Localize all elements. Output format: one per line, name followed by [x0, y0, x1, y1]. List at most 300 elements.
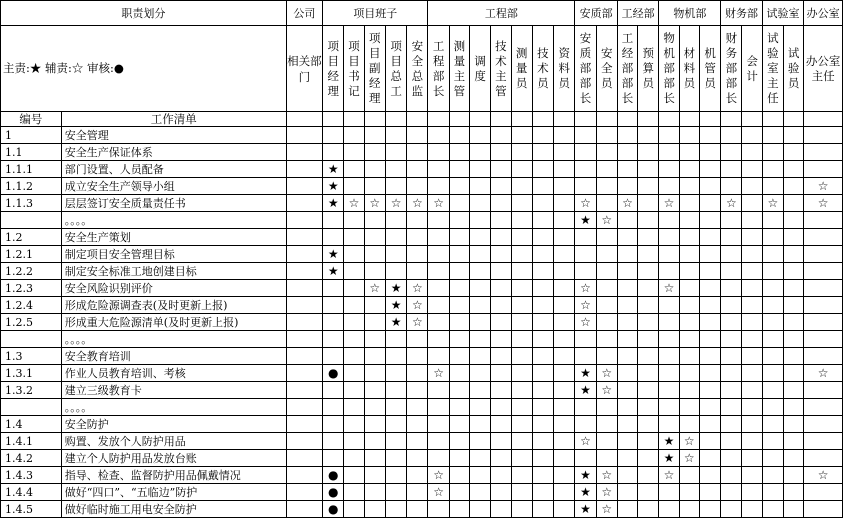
responsibility-mark	[385, 382, 406, 399]
company-cell	[286, 365, 322, 382]
responsibility-mark	[491, 331, 511, 348]
responsibility-mark	[617, 484, 637, 501]
responsibility-mark	[344, 178, 364, 195]
responsibility-mark	[784, 246, 804, 263]
role-heading: 调度	[469, 26, 490, 112]
role-column-spacer	[659, 112, 679, 127]
responsibility-mark: ☆	[596, 212, 617, 229]
responsibility-mark	[679, 161, 699, 178]
responsibility-mark	[596, 280, 617, 297]
dept-group-heading: 工程部	[428, 1, 575, 26]
responsibility-mark	[532, 314, 553, 331]
responsibility-mark	[638, 246, 659, 263]
responsibility-mark	[596, 297, 617, 314]
responsibility-mark	[596, 229, 617, 246]
responsibility-mark	[532, 246, 553, 263]
responsibility-mark	[364, 212, 385, 229]
company-cell	[286, 263, 322, 280]
responsibility-mark	[575, 331, 596, 348]
responsibility-mark: ☆	[659, 467, 679, 484]
task-rows	[1, 127, 843, 518]
responsibility-mark	[721, 365, 742, 382]
responsibility-mark	[742, 399, 762, 416]
responsibility-mark	[742, 450, 762, 467]
responsibility-mark	[364, 484, 385, 501]
responsibility-mark	[449, 280, 469, 297]
responsibility-mark	[469, 263, 490, 280]
responsibility-mark	[679, 484, 699, 501]
responsibility-mark	[407, 178, 428, 195]
task-name: 指导、检查、监督防护用品佩戴情况	[61, 467, 286, 484]
task-row	[1, 144, 843, 161]
responsibility-mark	[804, 280, 843, 297]
responsibility-mark	[659, 212, 679, 229]
responsibility-mark	[762, 365, 783, 382]
responsibility-mark	[554, 297, 575, 314]
task-row	[1, 484, 843, 501]
responsibility-mark	[742, 280, 762, 297]
role-column-spacer	[617, 112, 637, 127]
responsibility-mark	[596, 195, 617, 212]
role-column-spacer	[407, 112, 428, 127]
responsibility-mark	[699, 212, 720, 229]
task-row	[1, 246, 843, 263]
responsibility-mark	[511, 314, 532, 331]
role-column-spacer	[804, 112, 843, 127]
responsibility-mark	[638, 450, 659, 467]
responsibility-mark	[511, 246, 532, 263]
responsibility-mark	[699, 229, 720, 246]
task-row	[1, 280, 843, 297]
responsibility-mark	[385, 263, 406, 280]
responsibility-mark	[364, 467, 385, 484]
responsibility-mark	[364, 450, 385, 467]
responsibility-mark	[762, 399, 783, 416]
responsibility-mark	[407, 229, 428, 246]
role-column-spacer	[596, 112, 617, 127]
responsibility-mark	[554, 382, 575, 399]
responsibility-mark	[364, 229, 385, 246]
task-row	[1, 297, 843, 314]
responsibility-mark	[532, 450, 553, 467]
responsibility-mark	[428, 229, 449, 246]
responsibility-mark	[511, 331, 532, 348]
task-number: 1.4.4	[1, 484, 62, 501]
responsibility-mark	[554, 467, 575, 484]
responsibility-mark: ★	[575, 212, 596, 229]
responsibility-mark	[742, 433, 762, 450]
role-heading: 会计	[742, 26, 762, 112]
company-cell	[286, 161, 322, 178]
role-heading: 试验室主任	[762, 26, 783, 112]
responsibility-mark	[596, 450, 617, 467]
responsibility-mark	[532, 416, 553, 433]
responsibility-mark	[491, 450, 511, 467]
responsibility-mark	[428, 348, 449, 365]
responsibility-mark	[428, 263, 449, 280]
responsibility-mark	[449, 297, 469, 314]
responsibility-mark	[469, 365, 490, 382]
responsibility-mark	[449, 331, 469, 348]
responsibility-mark: ☆	[804, 467, 843, 484]
responsibility-mark	[511, 450, 532, 467]
responsibility-mark	[323, 348, 344, 365]
responsibility-mark: ★	[575, 382, 596, 399]
company-cell	[286, 195, 322, 212]
responsibility-mark: ★	[385, 280, 406, 297]
responsibility-mark	[617, 127, 637, 144]
responsibility-mark	[532, 331, 553, 348]
responsibility-mark	[699, 280, 720, 297]
responsibility-mark	[804, 348, 843, 365]
responsibility-mark	[638, 433, 659, 450]
responsibility-mark	[323, 212, 344, 229]
task-name: 安全风险识别评价	[61, 280, 286, 297]
responsibility-mark	[385, 229, 406, 246]
task-name: 建立三级教育卡	[61, 382, 286, 399]
responsibility-mark	[699, 450, 720, 467]
responsibility-mark: ☆	[804, 178, 843, 195]
responsibility-mark	[762, 314, 783, 331]
role-column-spacer	[532, 112, 553, 127]
responsibility-mark	[742, 365, 762, 382]
responsibility-mark	[554, 365, 575, 382]
responsibility-mark: ☆	[428, 467, 449, 484]
responsibility-mark	[407, 246, 428, 263]
responsibility-mark	[511, 297, 532, 314]
responsibility-mark	[428, 314, 449, 331]
role-heading: 测量主管	[449, 26, 469, 112]
responsibility-mark	[575, 263, 596, 280]
responsibility-mark	[532, 297, 553, 314]
responsibility-mark	[784, 365, 804, 382]
responsibility-mark: ☆	[804, 365, 843, 382]
responsibility-mark	[469, 416, 490, 433]
responsibility-mark	[699, 178, 720, 195]
responsibility-mark: ☆	[596, 382, 617, 399]
responsibility-mark	[364, 348, 385, 365]
responsibility-mark	[638, 314, 659, 331]
responsibility-mark	[449, 399, 469, 416]
responsibility-mark	[638, 297, 659, 314]
responsibility-mark	[784, 178, 804, 195]
responsibility-mark: ☆	[385, 195, 406, 212]
responsibility-mark	[762, 161, 783, 178]
responsibility-mark	[762, 212, 783, 229]
responsibility-mark	[511, 365, 532, 382]
responsibility-mark	[469, 399, 490, 416]
responsibility-mark	[617, 450, 637, 467]
responsibility-mark	[659, 297, 679, 314]
responsibility-mark	[511, 212, 532, 229]
responsibility-mark	[679, 348, 699, 365]
responsibility-mark	[699, 484, 720, 501]
responsibility-mark	[364, 263, 385, 280]
responsibility-mark	[407, 144, 428, 161]
responsibility-mark	[385, 127, 406, 144]
responsibility-mark: ☆	[575, 314, 596, 331]
responsibility-mark	[659, 263, 679, 280]
responsibility-mark	[491, 212, 511, 229]
task-row	[1, 382, 843, 399]
responsibility-mark	[407, 399, 428, 416]
responsibility-mark	[511, 484, 532, 501]
responsibility-mark	[721, 229, 742, 246]
responsibility-mark	[575, 178, 596, 195]
responsibility-mark	[617, 161, 637, 178]
responsibility-mark	[804, 246, 843, 263]
responsibility-mark	[554, 161, 575, 178]
responsibility-mark	[385, 416, 406, 433]
responsibility-mark	[554, 314, 575, 331]
responsibility-mark: ●	[323, 501, 344, 518]
task-row	[1, 161, 843, 178]
role-heading: 项目经理	[323, 26, 344, 112]
responsibility-mark	[804, 501, 843, 518]
responsibility-mark	[385, 433, 406, 450]
responsibility-mark	[721, 399, 742, 416]
responsibility-mark	[407, 450, 428, 467]
responsibility-mark	[659, 229, 679, 246]
task-name: 制定安全标准工地创建目标	[61, 263, 286, 280]
responsibility-mark	[721, 127, 742, 144]
task-number: 1.2	[1, 229, 62, 246]
role-column-spacer	[469, 112, 490, 127]
responsibility-mark	[407, 484, 428, 501]
responsibility-mark	[344, 263, 364, 280]
responsibility-mark	[532, 144, 553, 161]
task-number	[1, 399, 62, 416]
responsibility-mark	[784, 297, 804, 314]
responsibility-mark	[638, 263, 659, 280]
responsibility-mark: ★	[575, 484, 596, 501]
role-heading: 安全员	[596, 26, 617, 112]
responsibility-mark	[679, 127, 699, 144]
responsibility-mark	[804, 331, 843, 348]
role-column-spacer	[385, 112, 406, 127]
responsibility-mark	[762, 144, 783, 161]
responsibility-mark	[449, 263, 469, 280]
company-cell	[286, 399, 322, 416]
responsibility-mark: ●	[323, 484, 344, 501]
responsibility-mark	[699, 161, 720, 178]
responsibility-mark: ☆	[364, 280, 385, 297]
responsibility-mark	[617, 399, 637, 416]
responsibility-mark	[762, 297, 783, 314]
responsibility-mark	[449, 212, 469, 229]
responsibility-mark	[344, 501, 364, 518]
responsibility-mark	[491, 280, 511, 297]
responsibility-mark	[659, 178, 679, 195]
responsibility-mark	[575, 348, 596, 365]
responsibility-mark	[491, 246, 511, 263]
responsibility-mark	[511, 229, 532, 246]
responsibility-mark	[344, 280, 364, 297]
responsibility-mark	[428, 144, 449, 161]
responsibility-mark	[532, 127, 553, 144]
responsibility-mark	[596, 416, 617, 433]
responsibility-mark	[344, 127, 364, 144]
responsibility-mark: ●	[323, 467, 344, 484]
responsibility-mark	[407, 263, 428, 280]
responsibility-mark	[344, 331, 364, 348]
responsibility-mark	[804, 314, 843, 331]
responsibility-mark: ☆	[364, 195, 385, 212]
responsibility-mark	[449, 382, 469, 399]
responsibility-mark	[449, 484, 469, 501]
responsibility-mark	[617, 501, 637, 518]
responsibility-mark	[575, 399, 596, 416]
task-row	[1, 195, 843, 212]
responsibility-mark	[554, 144, 575, 161]
responsibility-mark: ☆	[407, 280, 428, 297]
company-cell	[286, 297, 322, 314]
responsibility-mark	[469, 348, 490, 365]
responsibility-mark	[469, 195, 490, 212]
responsibility-mark	[491, 314, 511, 331]
responsibility-mark	[344, 450, 364, 467]
responsibility-mark	[617, 416, 637, 433]
task-number: 1.3	[1, 348, 62, 365]
responsibility-mark	[449, 365, 469, 382]
responsibility-mark	[511, 501, 532, 518]
task-name: 制定项目安全管理目标	[61, 246, 286, 263]
dept-group-heading: 办公室	[804, 1, 843, 26]
responsibility-mark	[428, 212, 449, 229]
role-heading: 办公室主任	[804, 26, 843, 112]
responsibility-mark: ★	[323, 178, 344, 195]
responsibility-mark	[532, 195, 553, 212]
responsibility-mark	[469, 331, 490, 348]
responsibility-mark	[721, 161, 742, 178]
responsibility-mark	[469, 144, 490, 161]
responsibility-mark	[344, 399, 364, 416]
responsibility-mark: ☆	[596, 484, 617, 501]
task-name: 安全生产策划	[61, 229, 286, 246]
responsibility-mark: ☆	[617, 195, 637, 212]
responsibility-mark	[659, 416, 679, 433]
responsibility-mark	[784, 127, 804, 144]
responsibility-mark	[638, 501, 659, 518]
responsibility-mark	[323, 450, 344, 467]
responsibility-mark	[323, 314, 344, 331]
responsibility-mark	[804, 229, 843, 246]
responsibility-mark	[679, 212, 699, 229]
responsibility-mark	[449, 450, 469, 467]
responsibility-mark	[659, 348, 679, 365]
responsibility-mark	[742, 382, 762, 399]
responsibility-mark	[469, 433, 490, 450]
responsibility-mark	[469, 280, 490, 297]
role-heading: 物机部部长	[659, 26, 679, 112]
responsibility-mark	[659, 399, 679, 416]
role-column-spacer	[742, 112, 762, 127]
responsibility-mark	[428, 297, 449, 314]
responsibility-mark	[596, 399, 617, 416]
responsibility-mark	[784, 195, 804, 212]
responsibility-mark	[344, 365, 364, 382]
responsibility-mark	[742, 314, 762, 331]
responsibility-mark: ☆	[575, 433, 596, 450]
responsibility-mark	[428, 501, 449, 518]
number-column-header: 编号	[1, 112, 62, 127]
responsibility-mark	[469, 246, 490, 263]
task-number: 1.4.3	[1, 467, 62, 484]
responsibility-mark	[554, 280, 575, 297]
responsibility-mark: ☆	[575, 195, 596, 212]
responsibility-mark	[804, 161, 843, 178]
responsibility-mark	[323, 382, 344, 399]
task-column-header: 工作清单	[61, 112, 286, 127]
responsibility-mark	[532, 365, 553, 382]
responsibility-mark	[596, 178, 617, 195]
task-row	[1, 399, 843, 416]
responsibility-mark: ☆	[428, 365, 449, 382]
responsibility-mark: ●	[323, 365, 344, 382]
responsibility-mark: ★	[575, 365, 596, 382]
responsibility-mark: ☆	[596, 365, 617, 382]
company-cell	[286, 246, 322, 263]
responsibility-mark	[532, 348, 553, 365]
role-column-spacer	[364, 112, 385, 127]
responsibility-mark	[638, 348, 659, 365]
responsibility-mark	[784, 467, 804, 484]
responsibility-mark	[491, 467, 511, 484]
responsibility-mark	[721, 314, 742, 331]
responsibility-mark	[784, 263, 804, 280]
responsibility-mark	[617, 263, 637, 280]
responsibility-mark	[762, 331, 783, 348]
company-column-spacer	[286, 112, 322, 127]
responsibility-mark	[742, 297, 762, 314]
responsibility-mark	[659, 161, 679, 178]
responsibility-mark	[679, 263, 699, 280]
responsibility-mark	[532, 161, 553, 178]
company-cell	[286, 348, 322, 365]
dept-group-heading: 试验室	[762, 1, 804, 26]
company-cell	[286, 314, 322, 331]
responsibility-mark	[364, 297, 385, 314]
responsibility-mark	[344, 314, 364, 331]
company-cell	[286, 450, 322, 467]
responsibility-mark	[699, 433, 720, 450]
task-number	[1, 212, 62, 229]
responsibility-mark	[784, 484, 804, 501]
task-number: 1	[1, 127, 62, 144]
company-cell	[286, 280, 322, 297]
company-cell	[286, 484, 322, 501]
task-number: 1.4.5	[1, 501, 62, 518]
responsibility-mark: ☆	[679, 450, 699, 467]
role-column-spacer	[679, 112, 699, 127]
responsibility-mark	[742, 178, 762, 195]
responsibility-mark	[804, 382, 843, 399]
responsibility-mark	[679, 246, 699, 263]
responsibility-mark	[762, 246, 783, 263]
role-heading: 技术员	[532, 26, 553, 112]
responsibility-mark	[428, 399, 449, 416]
task-number: 1.2.1	[1, 246, 62, 263]
responsibility-mark	[742, 416, 762, 433]
responsibility-mark	[449, 467, 469, 484]
responsibility-mark: ☆	[407, 314, 428, 331]
responsibility-mark: ☆	[804, 195, 843, 212]
responsibility-mark	[659, 246, 679, 263]
task-row	[1, 416, 843, 433]
responsibility-mark	[721, 382, 742, 399]
responsibility-mark	[804, 433, 843, 450]
task-row	[1, 314, 843, 331]
